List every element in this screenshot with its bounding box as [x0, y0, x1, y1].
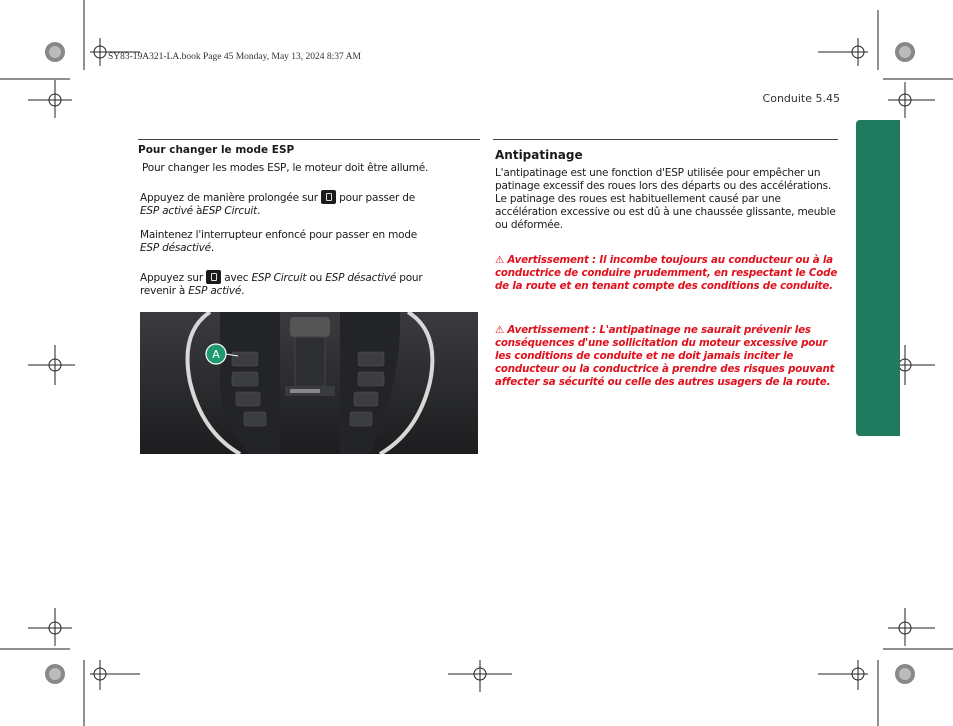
print-header: SY83-19A321-LA.book Page 45 Monday, May 13, 2024 8:37 AM: [108, 52, 361, 62]
antipatinage-body: L'antipatinage est une fonction d'ESP utilisée pour empêcher un patinage excessif des roues lors des départs ou des accélérations. Le patinage des roues est habituellement causé par une accélération excessive ou est dû à une chaussée glissante, meuble ou déformée.: [495, 167, 836, 231]
esp-button-icon: [321, 190, 336, 204]
p4-b: avec: [224, 272, 252, 284]
p1-text: Pour changer les modes ESP, le moteur doit être allumé.: [142, 162, 429, 174]
p2-c1: ESP activé: [140, 205, 193, 217]
section-heading-esp: Pour changer le mode ESP: [138, 144, 295, 156]
paragraph-2: [140, 190, 482, 218]
left-rule: [138, 139, 480, 140]
p3-c: .: [210, 242, 215, 254]
running-head: Conduite 5.45: [762, 92, 840, 105]
warning-1-text: Avertissement : Il incombe toujours au conducteur ou à la conductrice de conduire prudemment, en respectant le Code de la route et en tenant compte des conditions de conduite.: [495, 254, 838, 292]
callout-a: A: [212, 348, 220, 361]
p4-i: .: [241, 285, 245, 297]
p2-a: Appuyez de manière prolongée sur: [140, 192, 318, 204]
p4-d: ou: [306, 272, 326, 284]
chapter-tab: [856, 120, 900, 436]
section-heading-antipatinage: Antipatinage: [495, 148, 583, 162]
console-illustration: [140, 312, 478, 454]
esp-button-icon-2: [206, 270, 221, 284]
p3-b: ESP désactivé: [140, 242, 211, 254]
p4-c: ESP Circuit: [251, 272, 307, 284]
p4-g: revenir à: [140, 285, 189, 297]
p2-c4: .: [257, 205, 261, 217]
warning-2-text: Avertissement : L'antipatinage ne saurait prévenir les conséquences d'une sollicitation du moteur excessive pour les conditions de conduite et ne doit jamais inciter le conducteur ou la conductrice à prendre des risques pouvant affecter sa sécurité ou celle des autres usagers de la route.: [495, 324, 835, 388]
warning-triangle-icon-2: ⚠: [495, 324, 505, 336]
p2-c3: ESP Circuit: [202, 205, 258, 217]
paragraph-3: [140, 229, 482, 255]
p4-e: ESP désactivé: [325, 272, 397, 284]
paragraph-4: [140, 270, 482, 298]
paragraph-1: [142, 162, 482, 175]
p3-a: Maintenez l'interrupteur enfoncé pour passer en mode: [140, 229, 418, 241]
p2-b: pour passer de: [339, 192, 416, 204]
p4-a: Appuyez sur: [140, 272, 203, 284]
p2-c2: à: [192, 205, 203, 217]
warning-2: [495, 324, 840, 389]
warning-1: [495, 254, 840, 293]
right-rule: [493, 139, 838, 140]
p4-f: pour: [396, 272, 423, 284]
center-console-photo: [140, 312, 478, 454]
warning-triangle-icon: ⚠: [495, 254, 505, 266]
p4-h: ESP activé: [188, 285, 242, 297]
